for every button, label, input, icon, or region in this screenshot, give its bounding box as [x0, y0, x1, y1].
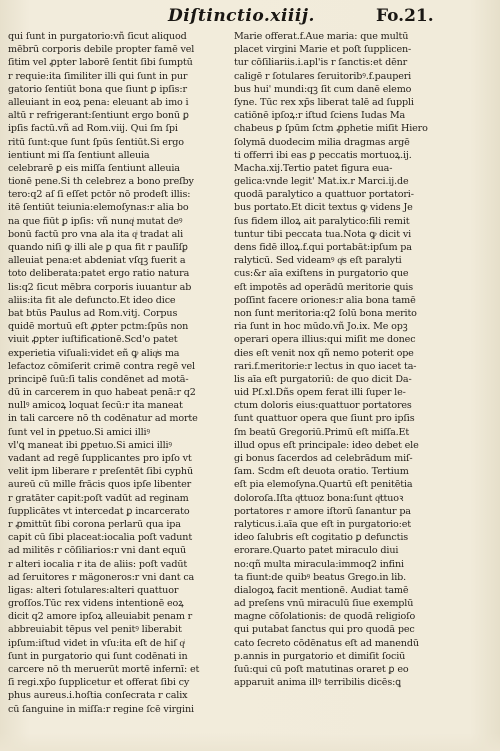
left-column-line: ſi regi.xp̄o ſupplicetur et offerat ſibi cy — [8, 677, 190, 689]
right-column-line: dens fidē illoꝝ.f.qui portabāt:ipſum pa — [234, 242, 412, 253]
right-column-line: ralyticū. Sed videamꝰ qͥs eſt paralyti — [234, 255, 402, 267]
right-column-line: tur cōſiliariis.i.apl'is r ſanctis:et dēnr — [234, 57, 408, 69]
left-column-line: quando niſi ꝙ illi ale ꝑ qua fit r paulīſꝑ — [8, 242, 188, 253]
left-column-line: carcere nō th meruerūt mortē infernī: et — [8, 664, 200, 675]
left-column-line: ientiunt mi ſſa ſentiunt alleuia — [8, 149, 150, 161]
left-column-line: celebrarē ꝑ eis miſſa ſentiunt alleuia — [8, 162, 180, 174]
left-column-line: mēbrū corporis debile propter famē vel — [8, 44, 195, 56]
left-column-line: ſunt in purgatorio qui ſunt codēnati in — [8, 650, 188, 662]
right-column-line: no:qñ multa miracula:immoq2 infini — [234, 558, 404, 570]
left-column-line: quidē mortuū eſt ꝓpter pctm:ſpūs non — [8, 321, 189, 333]
right-column-line: chabeus ꝑ ſpūm ſctm ꝓphetie miſit Hiero — [234, 123, 428, 135]
left-column-line: alleuiat pena:et abdeniat vſqꝫ fuerit a — [8, 255, 186, 267]
left-column-line: nullꝰ amicoꝝ loquat ſecū:r ita maneat — [8, 400, 183, 412]
right-column-line: dialogoꝝ facit mentionē. Audiat tamē — [234, 584, 409, 596]
left-column-line: r alteri iocalia r ita de aliis: poſt vadūt — [8, 558, 188, 570]
right-column-line: ralyticus.i.aīa que eſt in purgatorio:et — [234, 518, 411, 530]
left-column-line: qui ſunt in purgatorio:vñ ſicut aliquod — [8, 31, 187, 42]
left-column-line: ipſum:iſtud videt in vſu:ita eſt de hiſ qͥ — [8, 637, 185, 649]
left-column-line: ritū ſunt:que ſunt ſpūs ſentiūt.Si ergo — [8, 136, 184, 148]
right-column-line: gi bonus ſacerdos ad celebrādum miſ- — [234, 453, 413, 464]
left-column-line: tero:q2 aſ ſi eſſet pctōr nō prodeſt illis: — [8, 189, 191, 201]
right-column-line: eſt impotēs ad operādū meritorie ꝗuis — [234, 281, 414, 293]
right-column-line: uid Pſ.xl.Dñs opem ferat illi ſuper le- — [234, 387, 406, 399]
right-column-line: ti offerri ibi eas ꝑ peccatis mortuoꝝ.ij. — [234, 149, 412, 161]
left-column-line: na que fiūt ꝑ ipſis: vñ nunqͥ mutat deꝰ — [8, 215, 183, 227]
right-column-line: placet virgini Marie et poſt ſupplicen- — [234, 44, 412, 56]
left-column-line: aureū cū mille frācis quos ipſe libenter — [8, 479, 192, 491]
right-column-line: ſuū:qui cū poſt matutinas oraret ꝑ eo — [234, 664, 409, 675]
left-column-line: ſunt vel in ꝑpetuo.Si amici illiꝰ — [8, 426, 150, 438]
left-column-line: groſſos.Tūc rex videns intentionē eoꝝ — [8, 598, 184, 610]
right-column-line: portatores r amore iſtorū ſanantur pa — [234, 505, 411, 517]
left-column-line: phus aureus.i.hoſtia conſecrata r calix — [8, 690, 188, 702]
right-column-line: poſſint facere oriones:r alia bona tamē — [234, 294, 416, 306]
left-column-line: cū ſanguine in miſſa:r regine ſcē virgini — [8, 703, 194, 715]
right-column-line: magne cōſolationis: de quodā religioſo — [234, 611, 416, 623]
left-column-line: dū in carcerem in quo habeat penā:r q2 — [8, 387, 196, 399]
left-column-line: ſitim vel ꝓpter laborē ſentit ſibi ſumptū — [8, 57, 193, 69]
right-column-line: tuntur tibi peccata tua.Nota ꝙ dicit vi — [234, 228, 412, 240]
left-column-line: ad militēs r cōſiliarios:r vni dant equū — [8, 545, 187, 557]
left-column-line: alleuiant in eoꝝ pena: eleuant ab imo i — [8, 96, 189, 108]
running-title: Diſtinctio.xiiij. — [168, 6, 315, 26]
left-column-line: vadant ad regē ſupplicantes pro ipſo vt — [8, 453, 192, 464]
left-column-line: aliis:ita fit ale defuncto.Et ideo dice — [8, 294, 176, 306]
right-column-line: apparuit anima illꝰ terribilis dicēs:ꝗ — [234, 677, 401, 689]
left-column-line: ad ſeruitores r mägoneros:r vni dant ca — [8, 571, 195, 583]
right-column-line: p.annis in purgatorio et dimiſit ſociū — [234, 650, 406, 662]
left-column-line: r requie:ita ſimiliter illi qui ſunt in pur — [8, 70, 188, 82]
page-bottom-edge — [0, 733, 500, 751]
left-column-line: ligas: alteri ſotulares:alteri quattuor — [8, 584, 179, 596]
right-column-line: ideo ſalubris eſt cogitatio ꝑ defunctis — [234, 532, 409, 544]
left-column-line: capit cū ſibi placeat:iocalia poſt vadunt — [8, 532, 193, 544]
right-column-line: ria ſunt in hoc mūdo.vñ Jo.ix. Me opꝫ — [234, 321, 408, 333]
right-column-line: doloroſa.Iſta qͥttuoz bona:ſunt qͥttuoꝛ — [234, 492, 404, 504]
right-column-line: caligē r ſotulares ſeruitoribꝰ.f.pauperi — [234, 70, 412, 82]
right-column-line: ad preſens vnū miraculū ſiue exemplū — [234, 598, 414, 610]
right-text-column — [234, 30, 458, 689]
right-column-line: Marie offerat.f.Aue maria: que multū — [234, 31, 409, 42]
right-column-line: quodā paralytico a quattuor portatori- — [234, 189, 414, 201]
right-column-line: ſolymā duodecim milia dragmas argē — [234, 136, 410, 148]
left-column-line: abbreuiabit tēpus vel penitꝰ liberabit — [8, 624, 182, 636]
folio-number: Fo.21. — [376, 6, 434, 26]
left-column-line: vl'ꝗ maneat ibi ꝑpetuo.Si amici illiꝰ — [8, 439, 172, 451]
left-column-line: tionē pene.Si th celebrez a bono preſby — [8, 176, 194, 188]
left-column-line: in tali carcere nō th codēnatur ad morte — [8, 413, 198, 425]
right-column-line: bus portato.Et dicit textus ꝙ videns Je — [234, 202, 413, 214]
right-column-line: catiōnē ipſoꝝ:r iſtud ſciens Iudas Ma — [234, 110, 406, 122]
left-column-line: bat btūs Paulus ad Rom.vitj. Corpus — [8, 307, 178, 319]
left-column-line: experietia viſuali:videt eñ ꝙ aliqͥs ma — [8, 347, 180, 359]
right-column-line: bus hui' mundi:qꝫ ſit cum danē elemo — [234, 83, 412, 95]
right-column-line: rari.f.meritorie:r lectus in quo iacet ta- — [234, 360, 417, 372]
right-column-line: qui putabat ſanctus qui pro quodā pec — [234, 624, 415, 636]
right-column-line: non ſunt meritoria:q2 ſolū bona merito — [234, 307, 417, 319]
left-column-line: principē ſuū:ſi talis condēnet ad motā- — [8, 373, 189, 385]
page-header — [0, 5, 500, 31]
left-column-line: r ꝓmittūt ſibi corona perlarū qua ipa — [8, 518, 181, 530]
right-column-line: illud opus eſt principale: ideo debet ele — [234, 439, 419, 451]
right-column-line: ſyne. Tūc rex xp̄s liberat talē ad ſuppli — [234, 96, 414, 108]
left-column-line: bonū factū pro vna ala ita qͥ tradat ali — [8, 228, 184, 240]
left-column-line: dicit q2 amore ipſoꝝ alleuiabit penam r — [8, 611, 193, 623]
right-column-line: erorare.Quarto patet miraculo diui — [234, 545, 399, 557]
left-column-line: toto deliberata:patet ergo ratio natura — [8, 268, 190, 280]
left-column-line: itē ſentiūt teiunia:elemoſynas:r alia bo — [8, 202, 189, 214]
right-column-line: ſm beatū Gregoriū.Primū eſt miſſa.Et — [234, 426, 410, 438]
left-column-line: lefactoz cōmiſerit crimē contra regē vel — [8, 360, 195, 372]
left-column-line: ipſis factū.vñ ad Rom.viij. Qui ſm ſpi — [8, 123, 178, 135]
right-column-line: cato ſecreto cōdēnatus eſt ad manendū — [234, 637, 419, 649]
left-column-line: altū r refrigerant:ſentiunt ergo bonū ꝑ — [8, 110, 189, 122]
right-column-line: ſus fidem illoꝝ ait paralytico:fili remit — [234, 215, 410, 227]
right-column-line: operari opera illius:qui miſit me donec — [234, 334, 416, 346]
right-column-line: ctum doloris eius:quattuor portatores — [234, 400, 412, 412]
right-column-line: ſam. Scdm eſt deuota oratio. Tertium — [234, 466, 409, 478]
left-text-column — [8, 30, 232, 716]
left-column-line: ſupplicātes vt intercedat ꝑ incarcerato — [8, 505, 190, 517]
right-column-line: lis aīa eſt purgatoriū: de quo dicit Da- — [234, 373, 412, 385]
right-column-line: ſunt quattuor opera que ſiunt pro ipſis — [234, 413, 415, 425]
left-column-line: gatorio ſentiūt bona que ſiunt ꝑ ipſis:r — [8, 83, 187, 95]
right-column-line: eſt pia elemoſyna.Quartū eſt penitētia — [234, 479, 413, 491]
right-column-line: gelica:vnde legit' Mat.ix.r Marci.ij.de — [234, 176, 409, 188]
left-column-line: lis:q2 ſicut mēbra corporis iuuantur ab — [8, 281, 192, 293]
left-column-line: velit ipm liberare r preſentēt ſibi cyphū — [8, 466, 193, 478]
right-column-line: cus:&r aīa exiſtens in purgatorio que — [234, 268, 409, 280]
left-column-line: r gratāter capit:poſt vadūt ad reginam — [8, 492, 189, 504]
right-column-line: ta fiunt:de quibꝰ beatus Grego.in lib. — [234, 571, 406, 583]
left-column-line: viuit ꝓpter iuſtificationē.Scd'o patet — [8, 334, 178, 346]
right-column-line: Macha.xij.Tertio patet figura eua- — [234, 162, 393, 174]
right-column-line: dies eſt venit nox qñ nemo poterit ope — [234, 347, 414, 359]
